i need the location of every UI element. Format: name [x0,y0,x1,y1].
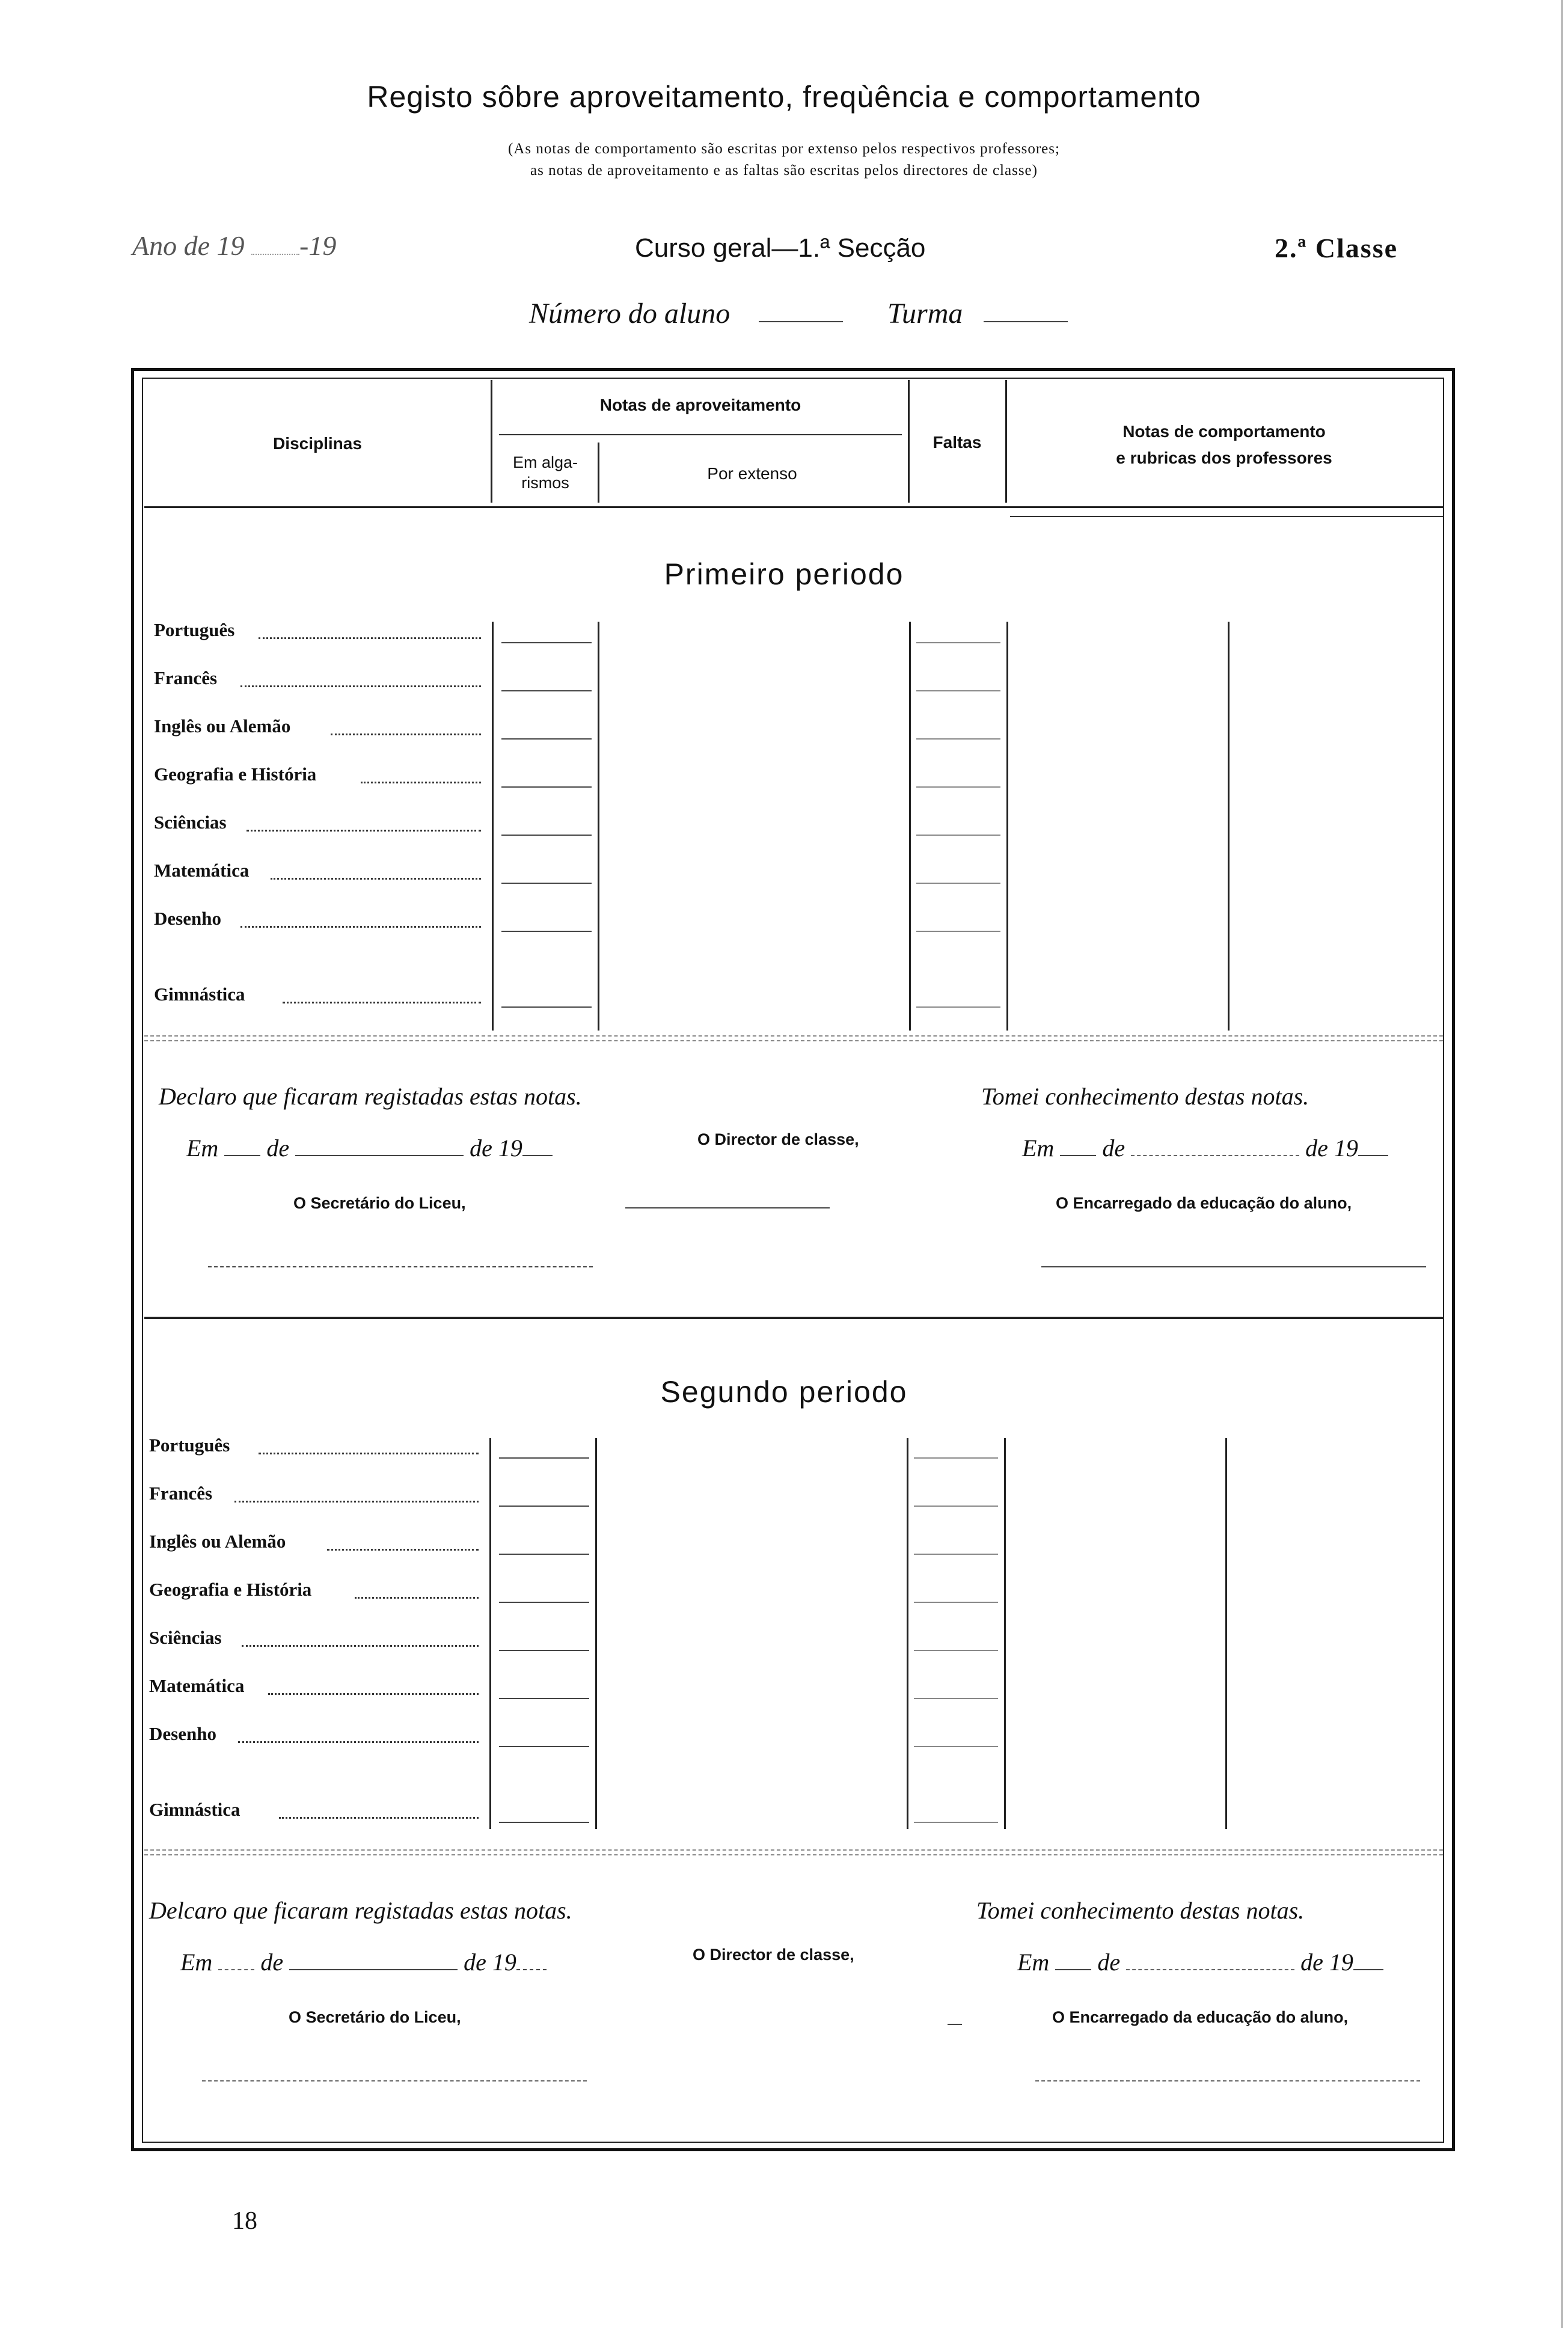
period-2-date-left [180,1948,547,1976]
de-label: de [266,1135,290,1162]
de-label: de [260,1949,284,1976]
year-label [132,230,336,262]
year-separator: -19 [299,230,337,261]
class-label: 2.ª Classe [1275,233,1398,263]
em-label-right: Em [1022,1135,1055,1162]
de19-label: de 19 [470,1135,522,1162]
subject-portugues: Português [154,619,235,640]
em-label-right: Em [1017,1949,1050,1976]
group-field[interactable] [984,321,1068,322]
behaviour-line-2: e rubricas dos professores [1116,449,1332,467]
behaviour-header [1008,418,1441,471]
subject-gimnastica: Gimnástica [154,984,245,1005]
in-figures-line-1: Em alga- [512,453,578,471]
page-title: Registo sôbre aproveitamento, freqùência e comportamento [367,80,1201,114]
period-2-director: O Director de classe, [693,1946,854,1964]
subject-desenho: Desenho [149,1723,216,1744]
subject-matematica: Matemática [149,1675,245,1696]
behaviour-line-1: Notas de comportamento [1122,422,1326,441]
period-1-subjects [154,619,491,1034]
subject-frances: Francês [154,667,218,688]
in-figures-line-2: rismos [521,474,569,492]
year-label-text: Ano de 19 [132,230,245,261]
period-1-title: Primeiro periodo [664,557,904,591]
period-2-declaration: Delcaro que ficaram registadas estas notas. [149,1897,572,1924]
period-1-date-right [1022,1134,1388,1162]
subject-geografia-historia: Geografia e História [154,764,317,785]
subject-ingles-alemao: Inglês ou Alemão [154,715,291,737]
de19-label: de 19 [464,1949,516,1976]
period-2-secretary: O Secretário do Liceu, [289,2008,461,2026]
de-label-right: de [1102,1135,1125,1162]
period-2-subjects [149,1435,486,1831]
period-2-date-right [1017,1948,1383,1976]
page-number: 18 [232,2207,257,2235]
subject-geografia-historia: Geografia e História [149,1579,312,1600]
period-1-director: O Director de classe, [697,1130,859,1148]
period-2-guardian: O Encarregado da educação do aluno, [1052,2008,1349,2026]
subject-ingles-alemao: Inglês ou Alemão [149,1531,286,1552]
absences-header: Faltas [933,433,982,452]
period-1-acknowledge: Tomei conhecimento destas notas. [981,1083,1309,1110]
in-figures-header [493,452,598,493]
in-words-header: Por extenso [707,464,797,483]
group-label: Turma [887,298,963,329]
de19-label-right: de 19 [1300,1949,1353,1976]
period-1-date-left [186,1134,553,1162]
em-label: Em [180,1949,213,1976]
subject-matematica: Matemática [154,860,250,881]
student-number-field[interactable] [759,321,843,322]
grades-header: Notas de aproveitamento [599,396,801,414]
instructions-line-2: as notas de aproveitamento e as faltas são escritas pelos directores de classe) [530,162,1038,179]
de19-label-right: de 19 [1305,1135,1358,1162]
period-1-guardian: O Encarregado da educação do aluno, [1056,1194,1352,1212]
subject-desenho: Desenho [154,908,221,929]
subject-sciencias: Sciências [149,1627,222,1648]
subject-gimnastica: Gimnástica [149,1799,240,1820]
de-label-right: de [1097,1949,1121,1976]
subject-portugues: Português [149,1435,230,1456]
em-label: Em [186,1135,219,1162]
period-1-secretary: O Secretário do Liceu, [293,1194,466,1212]
student-number-label: Número do aluno [529,298,730,329]
period-2-title: Segundo periodo [660,1375,908,1409]
subject-frances: Francês [149,1483,213,1504]
period-1-declaration: Declaro que ficaram registadas estas notas. [159,1083,582,1110]
disciplines-header: Disciplinas [273,434,362,453]
course-label: Curso geral—1.ª Secção [635,233,926,263]
instructions-line-1: (As notas de comportamento são escritas por extenso pelos respectivos professores; [508,141,1060,157]
subject-sciencias: Sciências [154,812,227,833]
period-2-acknowledge: Tomei conhecimento destas notas. [976,1897,1305,1924]
